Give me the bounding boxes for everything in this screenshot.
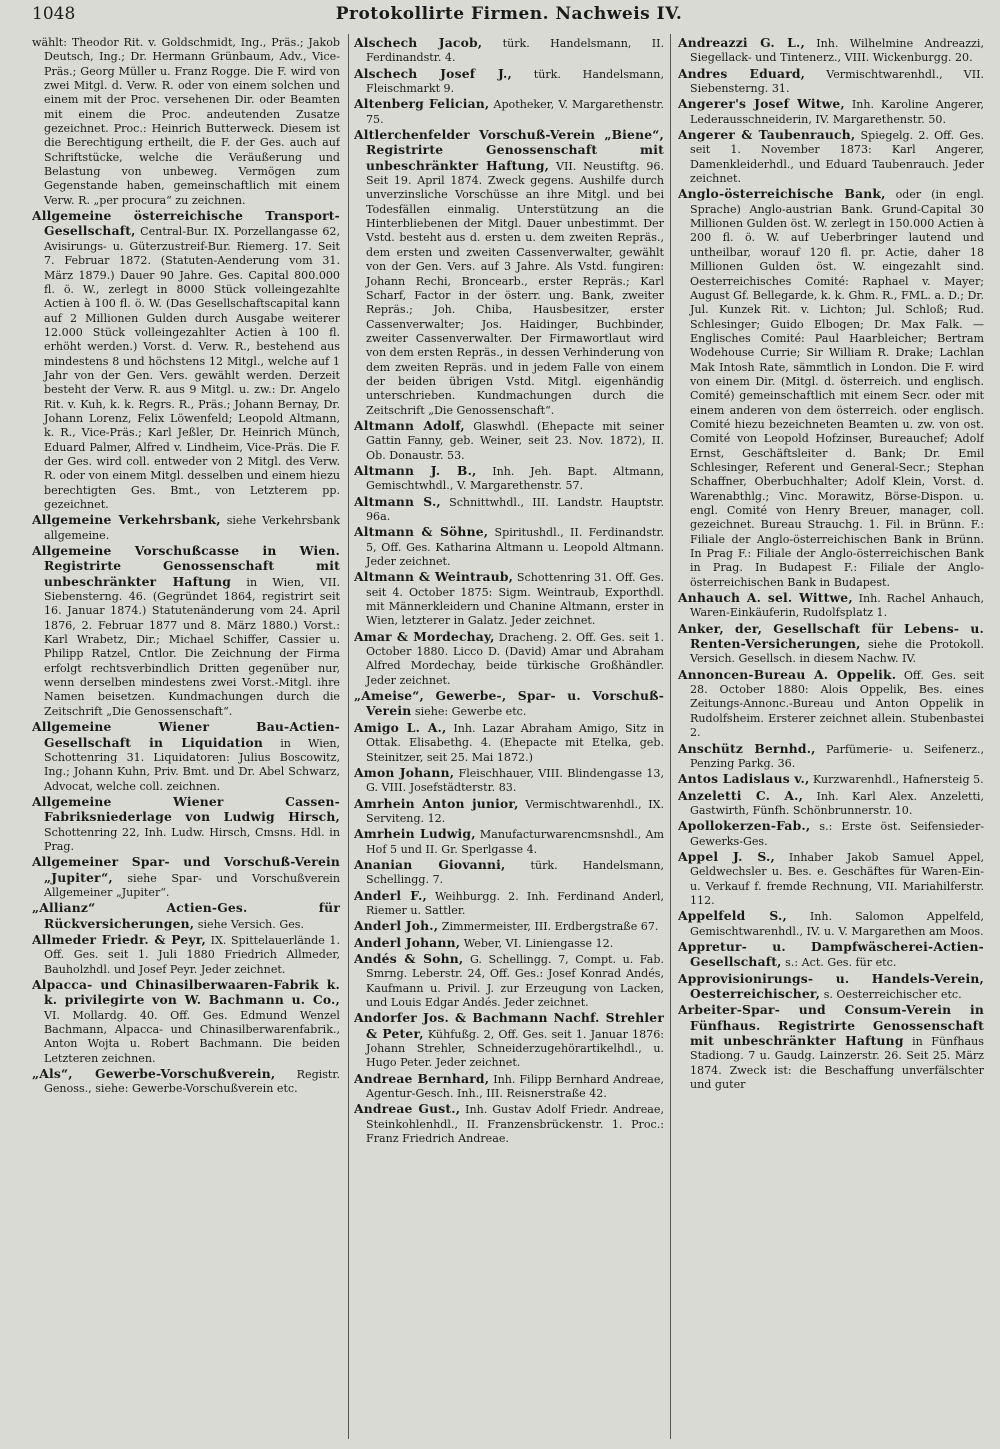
entry-firm-name: Altmann J. B., (354, 462, 477, 478)
directory-entry (354, 67, 664, 97)
entry-text: Schottenring 31. Off. Ges. seit 4. October 1875: Sigm. Weintraub, Exporthdl. mit Männerkleidern und Chanine Altmann, erster in Wien, letzterer in Galatz. Jeder zeichnet. (366, 571, 664, 628)
entry-firm-name: Arbeiter-Spar- und Consum-Verein in Fünfhaus. Registrirte Genossenschaft mit unbeschränkter Haftung (678, 1002, 984, 1049)
entry-text: in Fünfhaus Stadiong. 7 u. Gaudg. Lainzerstr. 26. Seit 25. März 1874. Zweck ist: die Beschaffung unverfälschter und guter (690, 1035, 984, 1092)
entry-firm-name: Anker, der, Gesellschaft für Lebens- u. Renten-Versicherungen, (678, 620, 984, 652)
entry-text: s. Oesterreichischer etc. (823, 988, 962, 1001)
entry-text: Inh. Gustav Adolf Friedr. Andreae, Steinkohlenhdl., II. Franzensbrückenstr. 1. Proc.: Franz Friedrich Andreae. (366, 1103, 664, 1146)
entry-text: siehe Spar- und Vorschußverein Allgemeiner „Jupiter“. (44, 871, 340, 899)
entry-firm-name: Anderl Johann, (354, 934, 461, 950)
entry-text: Inh. Salomon Appelfeld, Gemischtwarenhdl., IV. u. V. Margarethen am Moos. (690, 910, 984, 938)
entry-text: Inhaber Jakob Samuel Appel, Geldwechsler u. Bes. e. Geschäftes für Waren-Ein- u. Verkauf f. fremde Rechnung, VII. Mariahilferstr. 112. (690, 850, 984, 907)
directory-entry (32, 36, 340, 208)
entry-firm-name: Appel J. S., (678, 848, 775, 864)
entry-text: Registr. Genoss., siehe: Gewerbe-Vorschußverein etc. (44, 1068, 340, 1096)
entry-text: G. Schellingg. 7, Compt. u. Fab. Smrng. Leberstr. 24, Off. Ges.: Josef Konrad Andés, Kaufmann u. Privil. J. zur Erzeugung von Lacken, und Louis Edgar Andés. Jeder zeichnet. (366, 952, 664, 1009)
directory-entry (354, 128, 664, 418)
page-header (32, 4, 986, 26)
directory-entry (678, 622, 984, 667)
entry-firm-name: Altmann & Weintraub, (354, 569, 514, 585)
entry-firm-name: Appretur- u. Dampfwäscherei-Actien-Gesellschaft, (678, 938, 984, 970)
directory-entry (678, 36, 984, 66)
entry-text: Vermischtwarenhdl., IX. Serviteng. 12. (366, 797, 664, 825)
entry-firm-name: Ananian Giovanni, (354, 856, 506, 872)
entry-firm-name: Amrhein Ludwig, (354, 826, 476, 842)
directory-entry (354, 97, 664, 127)
directory-entry (678, 742, 984, 772)
entry-firm-name: Allgemeine Verkehrsbank, (32, 512, 221, 528)
entry-firm-name: Anderl Joh., (354, 918, 439, 934)
entry-firm-name: Alschech Jacob, (354, 36, 483, 50)
directory-entry (354, 36, 664, 66)
directory-entry (678, 97, 984, 127)
entry-text: s.: Act. Ges. für etc. (785, 956, 897, 970)
entry-text: Inh. Rachel Anhauch, Waren-Einkäuferin, Rudolfsplatz 1. (690, 592, 984, 620)
directory-entry (678, 668, 984, 741)
directory-entry (354, 464, 664, 494)
directory-entry (354, 797, 664, 827)
entry-text: Kühfußg. 2, Off. Ges. seit 1. Januar 1876: Johann Strehler, Schneiderzugehörartikelhdl., u. Hugo Peter. Jeder zeichnet. (366, 1027, 664, 1070)
entry-firm-name: Altlerchenfelder Vorschuß-Verein „Biene“, Registrirte Genossenschaft mit unbeschränkter Haftung, (354, 127, 664, 173)
directory-entry (354, 936, 664, 951)
directory-entry (32, 855, 340, 900)
directory-entry (354, 766, 664, 796)
entry-firm-name: Andés & Sohn, (354, 950, 464, 966)
entry-firm-name: Apollokerzen-Fab., (678, 818, 811, 834)
directory-entry (32, 978, 340, 1066)
entry-text: in Wien, Schottenring 31. Liquidatoren: Julius Boscowitz, Ing.; Johann Kuhn, Priv. Bmt. und Dr. Abel Schwarz, Advocat, welche coll. zeichnen. (44, 736, 340, 793)
entry-text: Manufacturwarencmsnshdl., Am Hof 5 und II. Gr. Sperlgasse 4. (366, 828, 664, 856)
directory-entry (678, 789, 984, 819)
entry-text: VI. Mollardg. 40. Off. Ges. Edmund Wenzel Bachmann, Alpacca- und Chinasilberwarenfabrik., Anton Wojta u. Robert Bachmann. Die beiden Letzteren zeichnen. (44, 1008, 340, 1065)
directory-entry (354, 689, 664, 720)
entry-firm-name: „Als“, Gewerbe-Vorschußverein, (32, 1066, 276, 1082)
entry-firm-name: Allmeder Friedr. & Peyr, (32, 931, 206, 947)
entry-firm-name: Altmann Adolf, (354, 417, 465, 433)
entry-firm-name: Andreae Gust., (354, 1101, 461, 1117)
directory-entry (678, 940, 984, 971)
directory-entry (354, 419, 664, 463)
entry-firm-name: Altmann S., (354, 493, 441, 509)
entry-firm-name: Amar & Mordechay, (354, 628, 495, 644)
directory-entry (678, 972, 984, 1003)
directory-entry (354, 721, 664, 765)
entry-text: wählt: Theodor Rit. v. Goldschmidt, Ing., Präs.; Jakob Deutsch, Ing.; Dr. Hermann Grünbaum, Adv., Vice-Präs.; Georg Müller u. Franz Rogge. Die F. wird von zwei Mitgl. d. Verw. R. oder von einem solchen und einem mit der Proc. versehenen Dir. oder Beamten mit einem die Proc. andeutenden Zusatze gezeichnet. Proc.: Heinrich Butterweck. Diesem ist die Berechtigung ertheilt, die F. der Ges. auch auf Schriftstücke, welche die Veräußerung und Belastung von unbeweg. Vermögen zum Gegenstande haben, gemeinschaftlich mit einem Verw. R. „per procura“ zu zeichnen. (32, 36, 340, 207)
entry-firm-name: Anderl F., (354, 887, 427, 903)
entry-text: Off. Ges. seit 28. October 1880: Alois Oppelik, Bes. eines Zeitungs-Annonc.-Bureau und Anton Oppelik in Rudolfsheim. Ersterer zeichnet allein. Stubenbastei 2. (690, 668, 984, 740)
entry-text: Inh. Lazar Abraham Amigo, Sitz in Ottak. Elisabethg. 4. (Ehepacte mit Etelka, geb. Steinitzer, seit 25. Mai 1872.) (366, 721, 664, 764)
columns (32, 36, 984, 1441)
directory-entry (354, 889, 664, 919)
entry-firm-name: Amigo L. A., (354, 719, 447, 735)
entry-firm-name: Allgemeiner Spar- und Vorschuß-Verein „Jupiter“, (32, 854, 340, 885)
entry-text: siehe Versich. Ges. (197, 917, 304, 931)
directory-entry (678, 772, 984, 787)
entry-text: Inh. Wilhelmine Andreazzi, Siegellack- und Tintenerz., VIII. Wickenburgg. 20. (690, 37, 984, 65)
entry-text: türk. Handelsmann, II. Ferdinandstr. 4. (366, 37, 664, 65)
entry-text: Spiegelg. 2. Off. Ges. seit 1. November 1873: Karl Angerer, Damenkleiderhdl., und Eduard Taubenrauch. Jeder zeichnet. (690, 129, 984, 186)
column-2 (354, 36, 664, 1441)
directory-entry (354, 1072, 664, 1102)
entry-text: Schottenring 22, Inh. Ludw. Hirsch, Cmsns. Hdl. in Prag. (44, 825, 340, 853)
entry-text: Inh. Karoline Angerer, Lederausschneiderin, IV. Margarethenstr. 50. (690, 98, 984, 126)
entry-firm-name: Anzeletti C. A., (678, 787, 804, 803)
entry-firm-name: Amrhein Anton junior, (354, 795, 519, 811)
entry-text: türk. Handelsmann, Fleischmarkt 9. (366, 67, 664, 96)
directory-entry (354, 919, 664, 934)
entry-text: VII. Neustiftg. 96. Seit 19. April 1874. Zweck gegens. Aushilfe durch unverzinsliche Vorschüsse an ihre Mitgl. und bei Todesfällen einmalig. Unterstützung an die Hinterbliebenen der Mitgl. Dauer unbestimmt. Der Vstd. besteht aus d. ersten u. dem zweiten Repräs., dem ersten und zweiten Cassenverwalter, gewählt von der Gen. Vers. auf 3 Jahre. Als Vstd. fungiren: Johann Rechi, Broncearb., erster Repräs.; Karl Scharf, Factor in der österr. ung. Bank, zweiter Repräs.; Joh. Chiba, Hausbesitzer, erster Cassenverwalter; Jos. Haidinger, Buchbinder, zweiter Cassenverwalter. Der Firmawortlaut wird von dem ersten Repräs., in dessen Verhinderung von dem zweiten Repräs. und in jedem Falle von einem der beiden übrigen Vstd. Mitgl. eigenhändig unterschrieben. Kundmachungen durch die Zeitschrift „Die Genossenschaft“. (366, 159, 664, 417)
directory-entry (354, 827, 664, 857)
directory-entry (354, 1102, 664, 1146)
directory-entry (678, 909, 984, 939)
entry-text: Apotheker, V. Margarethenstr. 75. (366, 98, 664, 126)
entry-firm-name: Andres Eduard, (678, 65, 806, 81)
entry-firm-name: Andreazzi G. L., (678, 36, 805, 50)
entry-text: oder (in engl. Sprache) Anglo-austrian Bank. Grund-Capital 30 Millionen Gulden öst. W. zerlegt in 150.000 Actien à 200 fl. ö. W. auf Ueberbringer lautend und untheilbar, worauf 120 fl. pr. Actie, daher 18 Millionen Gulden öst. W. eingezahlt sind. Oesterreichisches Comité: Raphael v. Mayer; August Gf. Bellegarde, k. k. Ghm. R., FML. a. D.; Dr. Jul. Kunzek Rit. v. Lichton; Jul. Schloß; Rud. Schlesinger; Guido Elbogen; Dr. Max Falk. — Englisches Comité: Paul Haarbleicher; Bertram Wodehouse Currie; Sir William R. Drake; Lachlan Mak Intosh Rate, sämmtlich in London. Die F. wird von einem Dir. (Mitgl. d. österreich. und englisch. Comité) gemeinschaftlich mit einem Secr. oder mit einem anderen von dem österreich. oder englisch. Comité hiezu bezeichneten Beamten u. zw. von ost. Comité von Leopold Hofzinser, Bureauchef; Adolf Ernst, Geschäftsleiter d. Bank; Dr. Emil Schlesinger, Referent und General-Secr.; Stephan Schaffner, Oberbuchhalter; Adolf Klein, Vorst. d. Warenabthlg.; Vinc. Morawitz, Börse-Dispon. u. engl. Comité von Henry Breuer, manager, coll. gezeichnet. Bureau Strauchg. 1. Fil. in Brünn. F.: Filiale der Anglo-österreichischen Bank in Brünn. In Prag F.: Filiale der Anglo-österreichischen Bank in Prag. In Budapest F.: Filiale der Anglo-österreichischen Bank in Budapest. (690, 188, 984, 589)
directory-entry (32, 720, 340, 794)
directory-entry (678, 128, 984, 186)
entry-firm-name: Andorfer Jos. & Bachmann Nachf. Strehler & Peter, (354, 1010, 664, 1041)
directory-entry (354, 630, 664, 688)
directory-entry (354, 858, 664, 888)
entry-firm-name: Anglo-österreichische Bank, (678, 186, 886, 202)
column-1 (32, 36, 340, 1441)
entry-text: Inh. Karl Alex. Anzeletti, Gastwirth, Fünfh. Schönbrunnerstr. 10. (690, 789, 984, 817)
entry-firm-name: Allgemeine Wiener Bau-Actien-Gesellschaft in Liquidation (32, 719, 340, 750)
directory-entry (678, 67, 984, 97)
entry-text: Glaswhdl. (Ehepacte mit seiner Gattin Fanny, geb. Weiner, seit 23. Nov. 1872), II. Ob. Donaustr. 53. (366, 419, 664, 462)
directory-entry (678, 1003, 984, 1092)
directory-entry (32, 544, 340, 719)
directory-entry (32, 513, 340, 543)
entry-firm-name: Approvisionirungs- u. Handels-Verein, Oesterreichischer, (678, 970, 984, 1001)
directory-entry (354, 1011, 664, 1070)
entry-text: Vermischtwarenhdl., VII. Siebensterng. 31. (690, 67, 984, 96)
entry-text: Central-Bur. IX. Porzellangasse 62, Avisirungs- u. Güterzustreif-Bur. Riemerg. 17. Seit 7. Februar 1872. (Statuten-Aenderung vom 31. März 1879.) Dauer 90 Jahre. Ges. Capital 800.000 fl. ö. W., zerlegt in 8000 Stück volleingezahlte Actien à 100 fl. ö. W. (Das Gesellschaftscapital kann auf 2 Millionen Gulden durch Ausgabe weiterer 12.000 Stück volleingezahlter Actien à 100 fl. erhöht werden.) Vorst. d. Verw. R., bestehend aus mindestens 8 und höchstens 12 Mitgl., welche auf 1 Jahr von der Gen. Vers. gewählt werden. Derzeit besteht der Verw. R. aus 9 Mitgl. u. zw.: Dr. Angelo Rit. v. Kuh, k. k. Regrs. R., Präs.; Johann Bernay, Dr. Johann Lorenz, Felix Löwenfeld; Leopold Altmann, k. R., Vice-Präs.; Karl Jeßler, Dr. Heinrich Münch, Eduard Palmer, Alfred v. Lindheim, Vice-Präs. Die F. der Ges. wird coll. entweder von 2 Mitgl. des Verw. R. oder von einem Mitgl. desselben und einem hiezu berechtigten Ges. Bmt., von Letzterem pp. gezeichnet. (44, 225, 340, 511)
entry-text: in Wien, VII. Siebensterng. 46. (Gegründet 1864, registrirt seit 16. Januar 1874.) Statutenänderung vom 24. April 1876, 2. Februar 1877 und 8. März 1880.) Vorst.: Karl Wrabetz, Dir.; Michael Schiffer, Cassier u. Philipp Ratzel, Cntlor. Die Zeichnung der Firma erfolgt rechtsverbindlich Dritten gegenüber nur, wenn derselben mindestens zwei Vorst.-Mitgl. ihre Namen beisetzen. Kundmachungen durch die Zeitschrift „Die Genossenschaft“. (44, 575, 340, 718)
directory-entry (354, 525, 664, 569)
directory-entry (32, 933, 340, 977)
entry-text: Parfümerie- u. Seifenerz., Penzing Parkg. 36. (690, 742, 984, 770)
directory-entry (32, 209, 340, 512)
entry-firm-name: Appelfeld S., (678, 908, 787, 924)
entry-text: Spiritushdl., II. Ferdinandstr. 5, Off. Ges. Katharina Altmann u. Leopold Altmann. Jeder zeichnet. (366, 526, 664, 569)
entry-firm-name: Anhauch A. sel. Wittwe, (678, 590, 853, 606)
entry-firm-name: Amon Johann, (354, 764, 455, 780)
entry-text: Weihburgg. 2. Inh. Ferdinand Anderl, Riemer u. Sattler. (366, 889, 664, 917)
entry-firm-name: Allgemeine Wiener Cassen-Fabriksniederlage von Ludwig Hirsch, (32, 793, 340, 825)
entry-text: Inh. Jeh. Bapt. Altmann, Gemischtwhdl., V. Margarethenstr. 57. (366, 464, 664, 493)
page-number: 1048 (32, 4, 76, 24)
entry-text: siehe die Protokoll. Versich. Gesellsch. in diesem Nachw. IV. (690, 638, 984, 666)
entry-firm-name: „Allianz“ Actien-Ges. für Rückversicherungen, (32, 900, 340, 931)
entry-text: türk. Handelsmann, Schellingg. 7. (366, 858, 664, 887)
entry-firm-name: Angerer & Taubenrauch, (678, 127, 856, 143)
entry-firm-name: Altmann & Söhne, (354, 524, 489, 540)
entry-text: IX. Spittelauerlände 1. Off. Ges. seit 1. Juli 1880 Friedrich Allmeder, Bauholzhdl. und Josef Peyr. Jeder zeichnet. (44, 933, 340, 976)
directory-entry (678, 187, 984, 590)
entry-text: Dracheng. 2. Off. Ges. seit 1. October 1880. Licco D. (David) Amar und Abraham Alfred Mordechay, beide türkische Großhändler. Jeder zeichnet. (366, 630, 664, 687)
entry-text: Zimmermeister, III. Erdbergstraße 67. (441, 920, 659, 934)
directory-entry (678, 591, 984, 621)
directory-entry (32, 1067, 340, 1097)
entry-firm-name: „Ameise“, Gewerbe-, Spar- u. Vorschuß-Verein (354, 688, 664, 719)
directory-entry (32, 795, 340, 854)
directory-entry (354, 952, 664, 1010)
directory-entry (32, 901, 340, 932)
entry-firm-name: Alpacca- und Chinasilberwaaren-Fabrik k. k. privilegirte von W. Bachmann u. Co., (32, 977, 340, 1008)
entry-firm-name: Altenberg Felician, (354, 96, 490, 112)
entry-text: siehe: Gewerbe etc. (414, 705, 527, 719)
entry-firm-name: Anschütz Bernhd., (678, 740, 816, 756)
entry-text: Schnittwhdl., III. Landstr. Hauptstr. 96a. (366, 495, 664, 523)
directory-entry (678, 819, 984, 849)
entry-text: Kurzwarenhdl., Hafnersteig 5. (812, 773, 984, 787)
entry-firm-name: Antos Ladislaus v., (678, 771, 810, 787)
entry-firm-name: Alschech Josef J., (354, 65, 512, 81)
entry-firm-name: Andreae Bernhard, (354, 1070, 490, 1086)
column-3 (678, 36, 984, 1441)
entry-text: Fleischhauer, VIII. Blindengasse 13, G. VIII. Josefstädterstr. 83. (366, 766, 664, 795)
entry-firm-name: Angerer's Josef Witwe, (678, 96, 845, 112)
directory-entry (354, 495, 664, 525)
entry-text: siehe Verkehrsbank allgemeine. (44, 514, 340, 542)
entry-text: Weber, VI. Liniengasse 12. (463, 936, 614, 950)
entry-firm-name: Annoncen-Bureau A. Oppelik. (678, 666, 897, 682)
entry-text: s.: Erste öst. Seifensieder-Gewerks-Ges. (690, 820, 984, 848)
directory-entry (354, 570, 664, 628)
running-title: Protokollirte Firmen. Nachweis IV. (335, 4, 683, 24)
entry-firm-name: Allgemeine Vorschußcasse in Wien. Registrirte Genossenschaft mit unbeschränkter Haftung (32, 543, 340, 589)
entry-text: Inh. Filipp Bernhard Andreae, Agentur-Gesch. Inh., III. Reisnerstraße 42. (366, 1072, 664, 1101)
entry-firm-name: Allgemeine österreichische Transport-Gesellschaft, (32, 208, 340, 239)
directory-entry (678, 850, 984, 908)
